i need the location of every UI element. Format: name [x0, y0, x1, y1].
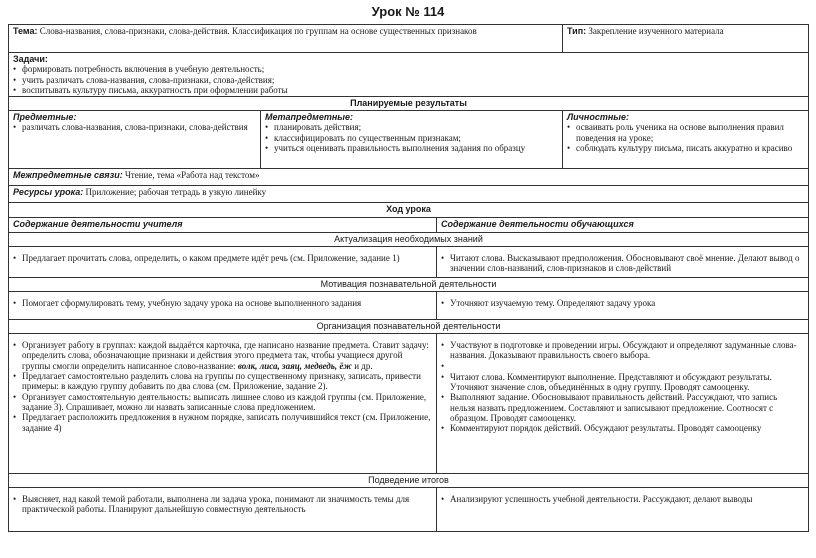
- tasks-cell: [9, 53, 809, 97]
- students-activity-cell: [437, 334, 809, 474]
- list-item: • Уточняют изучаемую тему. Определяют задачу урока: [441, 298, 804, 308]
- list-item: • Предлагает расположить предложения в нужном порядке, записать получившийся текст (см. Приложение, задание 4): [13, 412, 432, 433]
- list-item: • Анализируют успешность учебной деятельности. Рассуждают, делают выводы: [441, 494, 804, 504]
- topic-label: Тема:: [13, 26, 38, 36]
- course-title: Ход урока: [9, 203, 809, 218]
- task-text: Организует работу в группах: каждой выдаётся карточка, где написано название предмета. Ставит задачу: определить слова, обозначающие признаки и действия этого предмета так, чтобы учащиеся другой группы смогли определить написанное слово-название:: [22, 340, 429, 371]
- list-item: • различать слова-названия, слова-признаки, слова-действия: [13, 122, 256, 132]
- list-item: • воспитывать культуру письма, аккуратность при оформлении работы: [13, 85, 804, 95]
- teacher-column-header: Содержание деятельности учителя: [9, 218, 437, 233]
- subject-results-label: Предметные:: [13, 112, 77, 123]
- links-label: Межпредметные связи:: [13, 170, 123, 181]
- list-item: • соблюдать культуру письма, писать аккуратно и красиво: [567, 143, 804, 153]
- topic-cell: [9, 25, 563, 53]
- planned-results-title: Планируемые результаты: [9, 97, 809, 111]
- type-label: Тип:: [567, 26, 587, 36]
- list-item: • Помогает сформулировать тему, учебную задачу урока на основе выполненного задания: [13, 298, 432, 308]
- list-item: [13, 340, 432, 371]
- list-item: • Читают слова. Комментируют выполнение. Представляют и обсуждают результаты. Уточняют значение слов, объединённых в одну группу. Проводят самооценку.: [441, 372, 804, 393]
- lesson-table: [8, 24, 809, 532]
- students-activity-cell: [437, 247, 809, 278]
- type-text: Закрепление изученного материала: [588, 26, 724, 36]
- list-item: • классифицировать по существенным признакам;: [265, 133, 558, 143]
- subject-results-cell: [9, 111, 261, 169]
- example-words: волк, лиса, заяц, медведь, ёж: [237, 360, 352, 371]
- lesson-plan: [8, 24, 808, 532]
- task-text-end: и др.: [354, 360, 373, 371]
- students-column-header: Содержание деятельности обучающихся: [437, 218, 809, 233]
- tasks-label: Задачи:: [13, 54, 48, 64]
- resources-text: Приложение; рабочая тетрадь в узкую линейку: [85, 187, 267, 198]
- list-item: • Выполняют задание. Обосновывают правильность действий. Рассуждают, что запись нельзя назвать предложением. Составляют и записывают предложение. Соотносят с образцом. Проводят самооценку.: [441, 392, 804, 423]
- students-activity-cell: [437, 292, 809, 320]
- personal-results-label: Личностные:: [567, 112, 629, 123]
- meta-results-cell: [261, 111, 563, 169]
- list-item: • Комментируют порядок действий. Обсуждают результаты. Проводят самооценку: [441, 423, 804, 433]
- topic-text: Слова-названия, слова-признаки, слова-действия. Классификация по группам на основе существенных признаков: [39, 26, 477, 36]
- list-item: • Предлагает самостоятельно разделить слова на группы по существенному признаку, записать, привести примеры: в каждую группу добавить по два слова (см. Приложение, задание 2).: [13, 371, 432, 392]
- list-item: • учиться оценивать правильность выполнения задания по образцу: [265, 143, 558, 153]
- teacher-activity-cell: [9, 334, 437, 474]
- list-item: • Предлагает прочитать слова, определить, о каком предмете идёт речь (см. Приложение, задание 1): [13, 253, 432, 263]
- stage-title: Мотивация познавательной деятельности: [9, 278, 809, 292]
- stage-title: Актуализация необходимых знаний: [9, 233, 809, 247]
- meta-results-label: Метапредметные:: [265, 112, 353, 123]
- type-cell: [563, 25, 809, 53]
- personal-results-cell: [563, 111, 809, 169]
- teacher-activity-cell: [9, 292, 437, 320]
- resources-label: Ресурсы урока:: [13, 187, 84, 198]
- links-text: Чтение, тема «Работа над текстом»: [124, 170, 260, 181]
- lesson-title: Урок № 114: [371, 4, 445, 19]
- tasks-list: [13, 64, 804, 95]
- list-item: • Организует самостоятельную деятельность: выписать лишнее слово из каждой группы (см. Приложение, задание 3). Спрашивает, можно ли назвать записанные слова предложением.: [13, 392, 432, 413]
- list-item: • осваивать роль ученика на основе выполнения правил поведения на уроке;: [567, 122, 804, 143]
- list-item: • Читают слова. Высказывают предположения. Обосновывают своё мнение. Делают вывод о значении слов-названий, слов-признаков и слов-действий: [441, 253, 804, 274]
- list-item: • Участвуют в подготовке и проведении игры. Обсуждают и определяют задуманные слова-названия. Доказывают правильность своего выбора.: [441, 340, 804, 361]
- links-cell: [9, 169, 809, 186]
- teacher-activity-cell: [9, 488, 437, 532]
- students-activity-cell: [437, 488, 809, 532]
- resources-cell: [9, 186, 809, 203]
- list-item: • Выясняет, над какой темой работали, выполнена ли задача урока, понимают ли значимость темы для практической работы. Планируют дальнейшую совместную деятельность: [13, 494, 432, 515]
- stage-title: Подведение итогов: [9, 474, 809, 488]
- teacher-activity-cell: [9, 247, 437, 278]
- stage-title: Организация познавательной деятельности: [9, 320, 809, 334]
- list-item: • формировать потребность включения в учебную деятельность;: [13, 64, 804, 74]
- list-item: • учить различать слова-названия, слова-признаки, слова-действия;: [13, 75, 804, 85]
- list-item: • планировать действия;: [265, 122, 558, 132]
